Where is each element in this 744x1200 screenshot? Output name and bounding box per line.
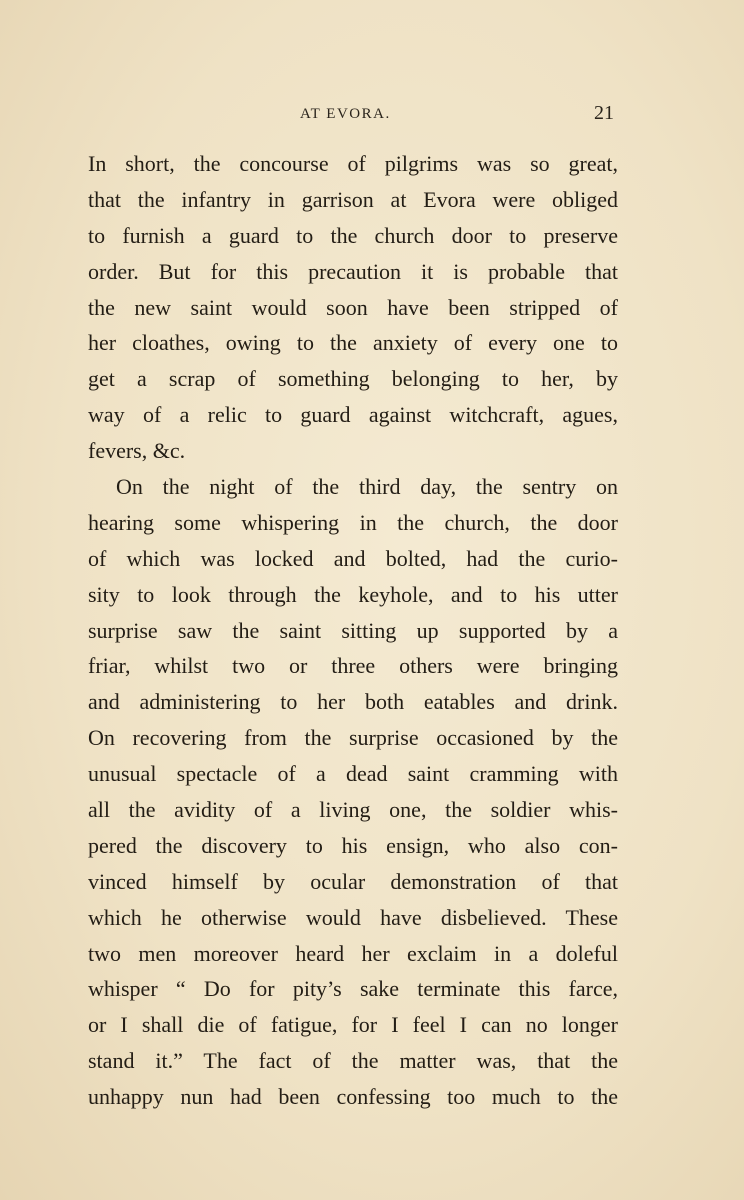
text-line: that the infantry in garrison at Evora were obliged (88, 186, 618, 212)
text-line: pered the discovery to his ensign, who also con- (88, 832, 618, 858)
running-title: AT EVORA. (300, 106, 391, 122)
text-line: friar, whilst two or three others were bringing (88, 653, 618, 679)
text-line: stand it.” The fact of the matter was, that the (88, 1048, 618, 1074)
text-line: fevers, &c. (88, 438, 186, 464)
text-line: On recovering from the surprise occasioned by the (88, 725, 618, 751)
text-line: which he otherwise would have disbelieved. These (88, 904, 618, 930)
text-line: her cloathes, owing to the anxiety of every one to (88, 330, 618, 356)
text-line: surprise saw the saint sitting up supported by a (88, 617, 618, 643)
text-line: unhappy nun had been confessing too much to the (88, 1084, 618, 1110)
text-line: hearing some whispering in the church, the door (88, 509, 618, 535)
text-line: to furnish a guard to the church door to preserve (88, 222, 618, 248)
text-line: of which was locked and bolted, had the curio- (88, 545, 618, 571)
text-line: unusual spectacle of a dead saint cramming with (88, 761, 618, 787)
text-line: or I shall die of fatigue, for I feel I can no longer (88, 1012, 618, 1038)
text-line: two men moreover heard her exclaim in a doleful (88, 940, 618, 966)
text-line: get a scrap of something belonging to her, by (88, 366, 618, 392)
text-line: all the avidity of a living one, the soldier whis- (88, 797, 618, 823)
page-number: 21 (594, 102, 614, 124)
text-line: vinced himself by ocular demonstration of that (88, 868, 618, 894)
running-head (0, 102, 744, 128)
text-line: whisper “ Do for pity’s sake terminate this farce, (88, 976, 618, 1002)
body-text (88, 146, 618, 1115)
text-line: and administering to her both eatables and drink. (88, 689, 618, 715)
text-line: the new saint would soon have been stripped of (88, 294, 618, 320)
text-line: order. But for this precaution it is probable that (88, 258, 618, 284)
text-line: way of a relic to guard against witchcraft, agues, (88, 402, 618, 428)
paragraph-start-line: On the night of the third day, the sentry on (116, 474, 618, 500)
text-line: sity to look through the keyhole, and to his utter (88, 581, 618, 607)
text-line: In short, the concourse of pilgrims was so great, (88, 151, 618, 176)
